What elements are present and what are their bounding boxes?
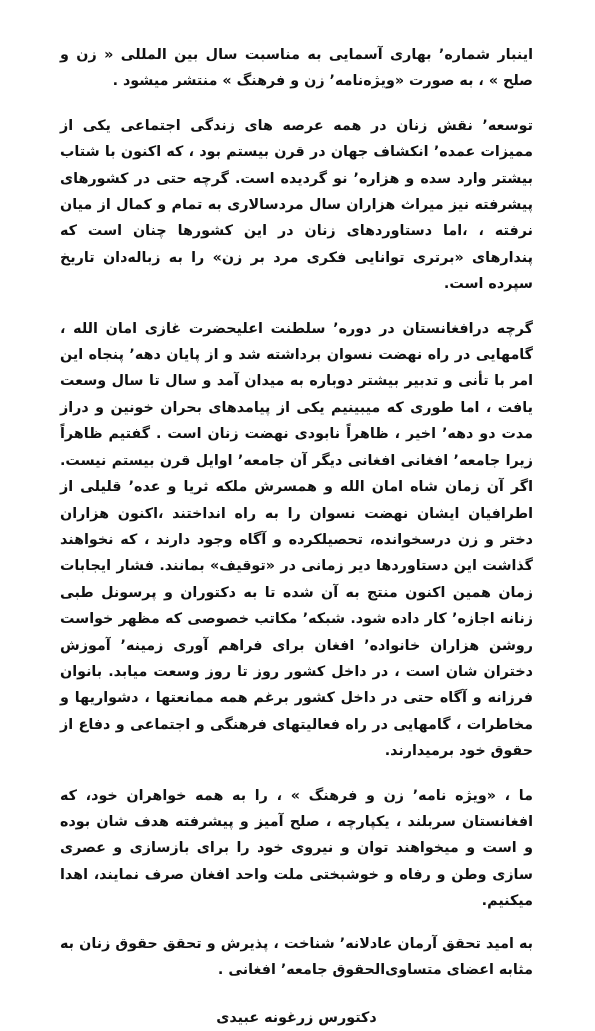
paragraph-women-development: توسعه٬ نقش زنان در همه عرصه های زندگی اجتماعی یکی از ممیزات عمده٬ انکشاف جهان در قرن بیستم بود ، که اکنون با شتاب بیشتر وارد سده و هزاره٬ نو گردیده است. گرچه حتی در کشورهای پیشرفته نیز میراث هزاران سال مردسالاری به تمام و کمال از میان نرفته ، ،اما دستاوردهای زنان در این کشورها چنان است که پندارهای «برتری توانایی فکری مرد بر زن» را به زباله‌دان تاریخ سپرده است. bbox=[60, 117, 533, 293]
paragraph-dedication: ما ، «ویژه نامه٬ زن و فرهنگ » ، را به همه خواهران خود، که افغانستان سربلند ، یکپارچه ، صلح آمیز و پیشرفته هدف شان بوده و است و میخواهند توان و نیروی خود را برای بازسازی و عصری سازی وطن و رفاه و خوشبختی ملت واحد افغان صرف نمایند، اهدا میکنیم. bbox=[60, 787, 533, 910]
document-page bbox=[60, 42, 533, 1031]
author-signature: دکتورس زرغونه عبیدی bbox=[216, 1010, 377, 1027]
paragraph-closing-hope: به امید تحقق آرمان عادلانه٬ شناخت ، پذیرش و تحقق حقوق زنان به مثابه اعضای متساوی‌الحقوق جامعه٬ افغانی . bbox=[60, 935, 533, 978]
paragraph-afghanistan-history: گرچه درافغانستان در دوره٬ سلطنت اعلیحضرت غازی امان الله ، گامهایی در راه نهضت نسوان برداشته شد و از پایان دهه٬ پنجاه این امر با تأنی و تدبیر بیشتر دوباره به میدان آمد و سال تا سال وسعت یافت ، اما طوری که میبینیم یکی از پیامدهای بحران خونین و دراز مدت دو دهه٬ اخیر ، ظاهراً نابودی نهضت زنان است . گفتیم ظاهراً زیرا جامعه٬ افغانی افغانی دیگر آن جامعه٬ اوایل قرن بیستم نیست. اگر آن زمان شاه امان الله و همسرش ملکه ثریا و عده٬ قلیلی از اطرافیان ایشان نهضت نسوان را به راه انداختند ،اکنون هزاران دختر و زن درسخوانده، تحصیلکرده و آگاه وجود دارند ، که نخواهند گذاشت این دستاوردها دیر زمانی در «توقیف» بمانند. فشار ایجابات زمان همین اکنون منتج به آن شده تا به دکتوران و پرسونل طبی زنانه اجازه٬ کار داده شود. شبکه٬ مکاتب خصوصی که مظهر خواست روشن هزاران خانواده٬ افغان برای فراهم آوری زمینه٬ آموزش دختران شان است ، در داخل کشور روز تا روز وسعت میابد. بانوان فرزانه و آگاه حتی در داخل کشور برغم همه ممانعتها ، دشواریها و مخاطرات ، گامهایی در راه فعالیتهای فرهنگی و اجتماعی و دفاع از حقوق خود برمیدارند. bbox=[60, 320, 533, 760]
paragraph-intro: اینبار شماره٬ بهاری آسمایی به مناسبت سال بین المللی « زن و صلح » ، به صورت «ویژه‌نامه٬ زن و فرهنگ » منتشر میشود . bbox=[60, 47, 533, 90]
